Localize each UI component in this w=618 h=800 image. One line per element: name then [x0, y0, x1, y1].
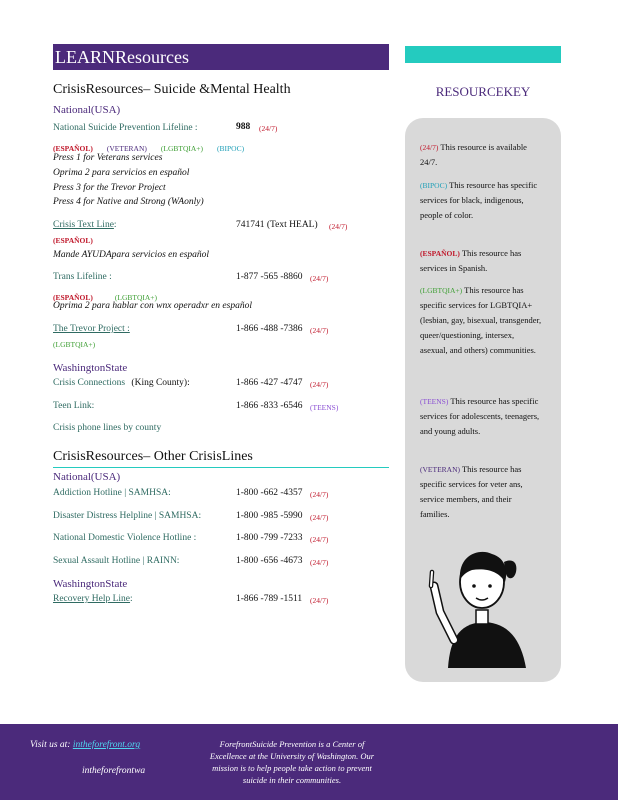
tag-lgbtqia: (LGBTQIA+) — [114, 293, 158, 302]
tag-veteran: (VETERAN) — [106, 144, 147, 153]
addiction-hotline-number: 1-800 -662 -4357 — [236, 488, 303, 498]
key-tag: (VETERAN) — [420, 465, 460, 474]
colon: : — [130, 594, 133, 604]
key-item-bipoc — [420, 178, 542, 223]
crisis-connections-tag: (24/7) — [310, 380, 329, 389]
key-tag: (ESPAÑOL) — [420, 249, 460, 258]
trevor-project-lgbtqia: (LGBTQIA+) — [53, 340, 96, 349]
washington-state-label: WashingtonState — [53, 578, 128, 590]
domestic-violence-hotline-name: National Domestic Violence Hotline : — [53, 533, 197, 543]
teal-accent-bar — [405, 46, 561, 63]
sexual-assault-hotline-name: Sexual Assault Hotline | RAINN: — [53, 556, 180, 566]
addiction-hotline-tag: (24/7) — [310, 490, 329, 499]
trevor-project-link[interactable]: The Trevor Project : — [53, 324, 130, 334]
crisis-text-line-row — [53, 220, 117, 230]
key-tag: (LGBTQIA+) — [420, 286, 463, 295]
nspl-number: 988 — [236, 122, 251, 132]
trevor-project-row — [53, 324, 130, 334]
nspl-name: National Suicide Prevention Lifeline : — [53, 123, 198, 133]
recovery-help-line-link[interactable]: Recovery Help Line — [53, 594, 131, 604]
key-tag: (BIPOC) — [420, 181, 448, 190]
nspl-option-2: Oprima 2 para servicios en español — [53, 168, 190, 178]
nspl-option-1: Press 1 for Veterans services — [53, 153, 163, 163]
teen-link-tag: (TEENS) — [310, 403, 339, 412]
trans-lifeline-number: 1-877 -565 -8860 — [236, 272, 303, 282]
crisis-text-line-espanol: (ESPAÑOL) — [53, 236, 93, 245]
key-item-lgbtqia — [420, 283, 542, 358]
national-usa-label: National(USA) — [53, 471, 121, 483]
sexual-assault-hotline-number: 1-800 -656 -4673 — [236, 556, 303, 566]
trans-lifeline-name: Trans Lifeline : — [53, 272, 112, 282]
resource-key-title: RESOURCEKEY — [435, 84, 531, 99]
key-text: This resource has specific services for veter ans, service members, and their families. — [420, 464, 523, 519]
trans-lifeline-tag: (24/7) — [310, 274, 329, 283]
key-item-teens — [420, 394, 542, 439]
header-resources: Resources — [115, 47, 189, 67]
recovery-help-line-number: 1-866 -789 -1511 — [236, 594, 303, 604]
crisis-connections-name: Crisis Connections — [53, 378, 126, 388]
colon: : — [113, 220, 117, 230]
nspl-tag-247: (24/7) — [259, 124, 278, 133]
disaster-helpline-name: Disaster Distress Helpline | SAMHSA: — [53, 511, 202, 521]
key-text: This resource has services in Spanish. — [420, 248, 522, 273]
domestic-violence-hotline-tag: (24/7) — [310, 535, 329, 544]
key-text: This resource has specific services for LGBTQIA+(lesbian, gay, bisexual, transgender, queer/questioning, intersex, asexual, and others) communities. — [420, 285, 542, 355]
header-learn: LEARN — [55, 47, 115, 67]
key-item-veteran — [420, 462, 542, 522]
learn-resources-header — [53, 44, 389, 70]
key-tag: (TEENS) — [420, 397, 449, 406]
recovery-help-line-tag: (24/7) — [310, 596, 329, 605]
teen-link-number: 1-866 -833 -6546 — [236, 401, 303, 411]
teen-link-name: Teen Link: — [53, 401, 95, 411]
section-title-other-crisis-lines: CrisisResources– Other CrisisLines — [53, 449, 253, 464]
key-tag: (24/7) — [420, 143, 439, 152]
key-text: This resource is available 24/7. — [420, 142, 527, 167]
washington-state-label: WashingtonState — [53, 362, 128, 374]
tag-bipoc: (BIPOC) — [217, 144, 245, 153]
domestic-violence-hotline-number: 1-800 -799 -7233 — [236, 533, 303, 543]
national-usa-label: National(USA) — [53, 104, 121, 116]
key-text: This resource has specific services for black, indigenous, people of color. — [420, 180, 538, 220]
nspl-option-3: Press 3 for the Trevor Project — [53, 183, 166, 193]
footer-visit — [30, 740, 140, 750]
crisis-connections-number: 1-866 -427 -4747 — [236, 378, 303, 388]
crisis-lines-by-county-link[interactable]: Crisis phone lines by county — [53, 423, 162, 433]
girl-pointing-illustration — [420, 540, 546, 668]
key-item-247 — [420, 140, 542, 170]
nspl-option-4: Press 4 for Native and Strong (WAonly) — [53, 197, 204, 207]
crisis-connections-extra: (King County): — [131, 378, 190, 388]
crisis-text-line-tag: (24/7) — [329, 222, 348, 231]
tag-espanol: (ESPAÑOL) — [53, 144, 93, 153]
tag-espanol: (ESPAÑOL) — [53, 293, 93, 302]
trevor-project-tag: (24/7) — [310, 326, 329, 335]
crisis-text-line-note: Mande AYUDApara servicios en español — [53, 250, 210, 260]
disaster-helpline-tag: (24/7) — [310, 513, 329, 522]
disaster-helpline-number: 1-800 -985 -5990 — [236, 511, 303, 521]
crisis-text-line-link[interactable]: Crisis Text Line — [53, 220, 114, 230]
footer-website-link[interactable]: intheforefront.org — [72, 740, 141, 750]
trans-lifeline-note: Oprima 2 para hablar con wnx operadxr en español — [53, 301, 252, 311]
addiction-hotline-name: Addiction Hotline | SAMHSA: — [53, 488, 171, 498]
crisis-connections-row — [53, 378, 190, 388]
key-text: This resource has specific services for adolescents, teenagers, and young adults. — [420, 396, 540, 436]
recovery-help-line-row — [53, 594, 133, 604]
tag-lgbtqia: (LGBTQIA+) — [160, 144, 204, 153]
section-divider — [53, 467, 389, 468]
footer-visit-label: Visit us at: — [30, 740, 71, 750]
crisis-text-line-number: 741741 (Text HEAL) — [236, 220, 318, 230]
sexual-assault-hotline-tag: (24/7) — [310, 558, 329, 567]
footer-social-handle: intheforefrontwa — [82, 766, 146, 776]
key-item-espanol — [420, 246, 542, 276]
section-title-suicide-mental-health: CrisisResources– Suicide &Mental Health — [53, 82, 291, 97]
trevor-project-number: 1-866 -488 -7386 — [236, 324, 303, 334]
footer-about-text: ForefrontSuicide Prevention is a Center of Excellence at the University of Washington. Our mission is to help people take action to prevent suicide in their communities. — [209, 739, 375, 785]
